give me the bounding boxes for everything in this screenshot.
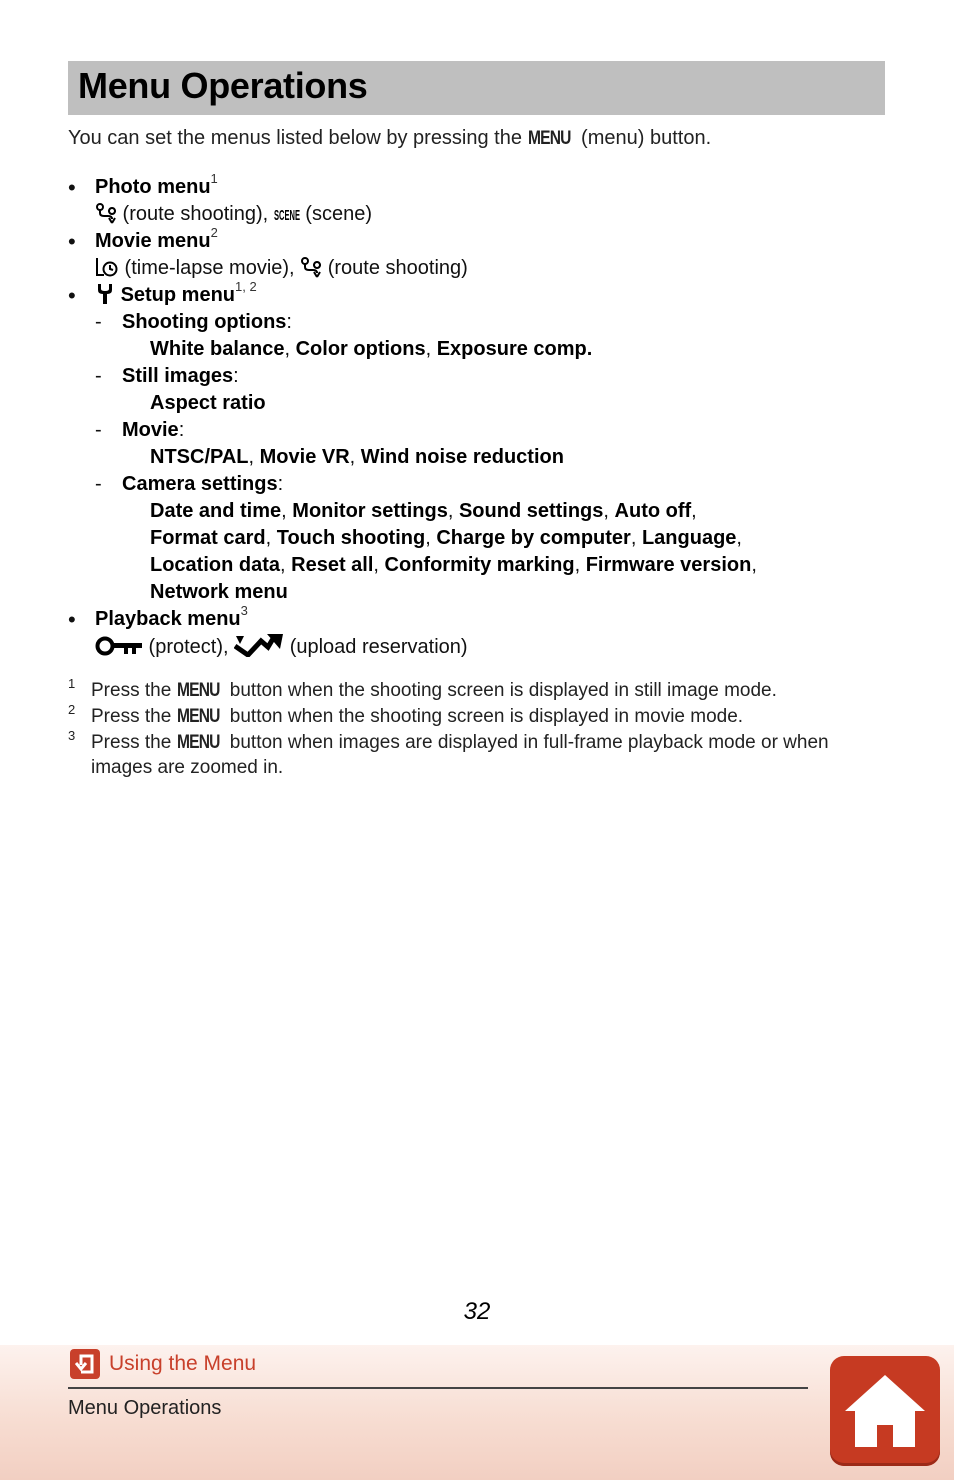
list-item-photo (68, 171, 888, 201)
photo-menu-details (68, 201, 888, 228)
footnote (68, 704, 888, 729)
setting-name: Network menu (150, 581, 288, 603)
page-title: Menu Operations (78, 65, 368, 106)
sub-item-shooting-options: - Shooting options: (95, 311, 292, 333)
footnote-ref: 2 (210, 225, 218, 240)
route-shooting-text: (route shooting), (117, 203, 274, 225)
setup-menu-label: Setup menu (120, 284, 236, 306)
menu-list (68, 171, 888, 660)
footnote-text: button when images are displayed in full-frame playback mode or when images are zoomed in. (91, 732, 829, 778)
home-button[interactable] (830, 1356, 940, 1466)
sub-item-movie: - Movie: (95, 419, 185, 441)
footnote-text: Press the (91, 732, 177, 753)
protect-text: (protect), (143, 636, 235, 658)
footnote-text: button when the shooting screen is displayed in still image mode. (224, 680, 777, 701)
setting-name: Conformity marking (384, 554, 575, 576)
playback-menu-details (68, 633, 888, 660)
route-shooting-icon (300, 256, 322, 278)
footnote-number: 2 (68, 702, 76, 717)
movie-label: Movie (122, 419, 179, 441)
intro-after: (menu) button. (575, 127, 712, 149)
setting-name: White balance (150, 338, 285, 360)
movie-settings-list: NTSC/PAL, Movie VR, Wind noise reduction (150, 446, 564, 468)
time-lapse-text: (time-lapse movie), (119, 257, 301, 279)
upload-reservation-icon (234, 633, 284, 657)
setting-name: Sound settings (458, 500, 604, 522)
camera-settings-label: Camera settings (122, 473, 278, 495)
camera-settings-line-1: Date and time, Monitor settings, Sound settings, Auto off, (150, 500, 697, 522)
footnote-ref: 1 (210, 171, 218, 186)
footnote-ref: 1, 2 (235, 279, 257, 294)
setting-name: Firmware version (585, 554, 752, 576)
setting-name: Movie VR (259, 446, 350, 468)
menu-button-glyph: MENU (527, 128, 571, 149)
footnote-number: 1 (68, 676, 76, 691)
footnote-number: 3 (68, 728, 76, 743)
still-images-label: Still images (122, 365, 234, 387)
photo-menu-label: Photo menu (95, 176, 211, 198)
bullet: • (68, 607, 76, 632)
protect-key-icon (95, 635, 143, 657)
section-link[interactable] (70, 1349, 256, 1379)
divider (68, 1387, 808, 1389)
shooting-options-list: White balance, Color options, Exposure comp. (150, 338, 593, 360)
shooting-options-label: Shooting options (122, 311, 287, 333)
movie-menu-details (68, 255, 888, 282)
title-bar (68, 61, 885, 115)
page-number: 32 (463, 1298, 491, 1325)
back-arrow-icon[interactable] (70, 1349, 100, 1379)
footnote (68, 678, 888, 703)
scene-icon (274, 202, 300, 224)
setting-name: NTSC/PAL (150, 446, 249, 468)
still-images-list (68, 390, 888, 417)
route-shooting-icon (95, 202, 117, 224)
playback-menu-label: Playback menu (95, 608, 241, 630)
list-item-playback (68, 603, 888, 633)
footnote-ref: 3 (240, 603, 248, 618)
footnote-text: Press the (91, 680, 177, 701)
bullet: • (68, 283, 76, 308)
sub-item-camera-settings: - Camera settings: (95, 473, 284, 495)
setting-name: Location data (150, 554, 281, 576)
setting-name: Wind noise reduction (360, 446, 564, 468)
menu-button-glyph: MENU (176, 732, 220, 753)
camera-settings-line-2: Format card, Touch shooting, Charge by computer, Language, (150, 527, 742, 549)
current-topic: Menu Operations (68, 1397, 222, 1419)
time-lapse-icon (95, 256, 119, 278)
footnote-text: button when the shooting screen is displayed in movie mode. (224, 706, 744, 727)
footnotes (68, 678, 888, 781)
footer (0, 1345, 954, 1480)
setting-name: Date and time (150, 500, 282, 522)
setting-name: Touch shooting (276, 527, 426, 549)
camera-settings-line-4 (68, 579, 888, 606)
scene-text: (scene) (299, 203, 372, 225)
setting-name: Reset all (291, 554, 374, 576)
setting-name: Auto off (614, 500, 692, 522)
bullet: • (68, 175, 76, 200)
home-icon (841, 1371, 929, 1451)
movie-menu-label: Movie menu (95, 230, 211, 252)
svg-text:SCENE: SCENE (273, 207, 300, 224)
menu-button-glyph: MENU (176, 706, 220, 727)
setting-name: Monitor settings (292, 500, 448, 522)
setting-name: Charge by computer (436, 527, 631, 549)
footnote-text: Press the (91, 706, 177, 727)
footnote (68, 730, 888, 780)
menu-button-glyph: MENU (176, 680, 220, 701)
setting-name: Color options (295, 338, 426, 360)
route-shooting-text: (route shooting) (322, 257, 468, 279)
setting-name: Aspect ratio (150, 392, 266, 414)
upload-reservation-text: (upload reservation) (284, 636, 468, 658)
camera-settings-line-3: Location data, Reset all, Conformity marking, Firmware version, (150, 554, 757, 576)
intro-before: You can set the menus listed below by pressing the (68, 127, 528, 149)
setting-name: Exposure comp. (436, 338, 593, 360)
list-item-setup (68, 279, 888, 309)
setting-name: Language (641, 527, 737, 549)
sub-item-still-images: - Still images: (95, 365, 239, 387)
list-item-movie (68, 225, 888, 255)
setting-name: Format card (150, 527, 266, 549)
intro-text (68, 124, 711, 153)
setup-wrench-icon (95, 283, 115, 305)
section-link-label[interactable]: Using the Menu (109, 1352, 257, 1375)
bullet: • (68, 229, 76, 254)
